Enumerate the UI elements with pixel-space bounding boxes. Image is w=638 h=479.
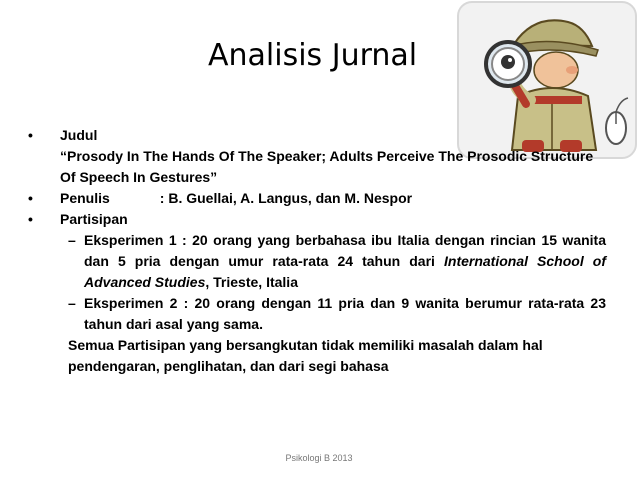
bullet-dot: • xyxy=(28,127,33,143)
bullet-partisipan xyxy=(28,209,606,230)
dash-marker: – xyxy=(68,232,76,248)
judul-label: Judul xyxy=(60,127,98,143)
judul-text: “Prosody In The Hands Of The Speaker; Adults Perceive The Prosodic Structure Of Speech In Gestures” xyxy=(60,148,594,185)
semua-partisipan xyxy=(28,335,606,377)
slide-footer: Psikologi B 2013 xyxy=(285,453,353,463)
dash-marker: – xyxy=(68,295,76,311)
slide-body xyxy=(28,125,606,377)
bullet-judul xyxy=(28,125,606,146)
bullet-dot: • xyxy=(28,211,33,227)
exp2-text: Eksperimen 2 : 20 orang dengan 11 pria dan 9 wanita berumur rata-rata 23 tahun dari asal yang sama. xyxy=(84,295,606,332)
partisipan-label: Partisipan xyxy=(60,211,128,227)
bullet-penulis xyxy=(28,188,606,209)
exp1-text: Eksperimen 1 : 20 orang yang berbahasa ibu Italia dengan rincian 15 wanita dan 5 pria dengan umur rata-rata 24 tahun dari xyxy=(84,232,606,269)
sub-eksperimen-2 xyxy=(28,293,606,335)
bullet-dot: • xyxy=(28,190,33,206)
slide-title: Analisis Jurnal xyxy=(208,38,418,73)
penulis-text: : B. Guellai, A. Langus, dan M. Nespor xyxy=(159,190,413,206)
sub-eksperimen-1 xyxy=(28,230,606,293)
exp1-institution: International School of Advanced Studies xyxy=(84,253,606,290)
penulis-label: Penulis xyxy=(60,190,110,206)
exp1-location: , Trieste, Italia xyxy=(205,274,298,290)
semua-text: Semua Partisipan yang bersangkutan tidak memiliki masalah dalam hal pendengaran, penglihatan, dan dari segi bahasa xyxy=(68,337,543,374)
